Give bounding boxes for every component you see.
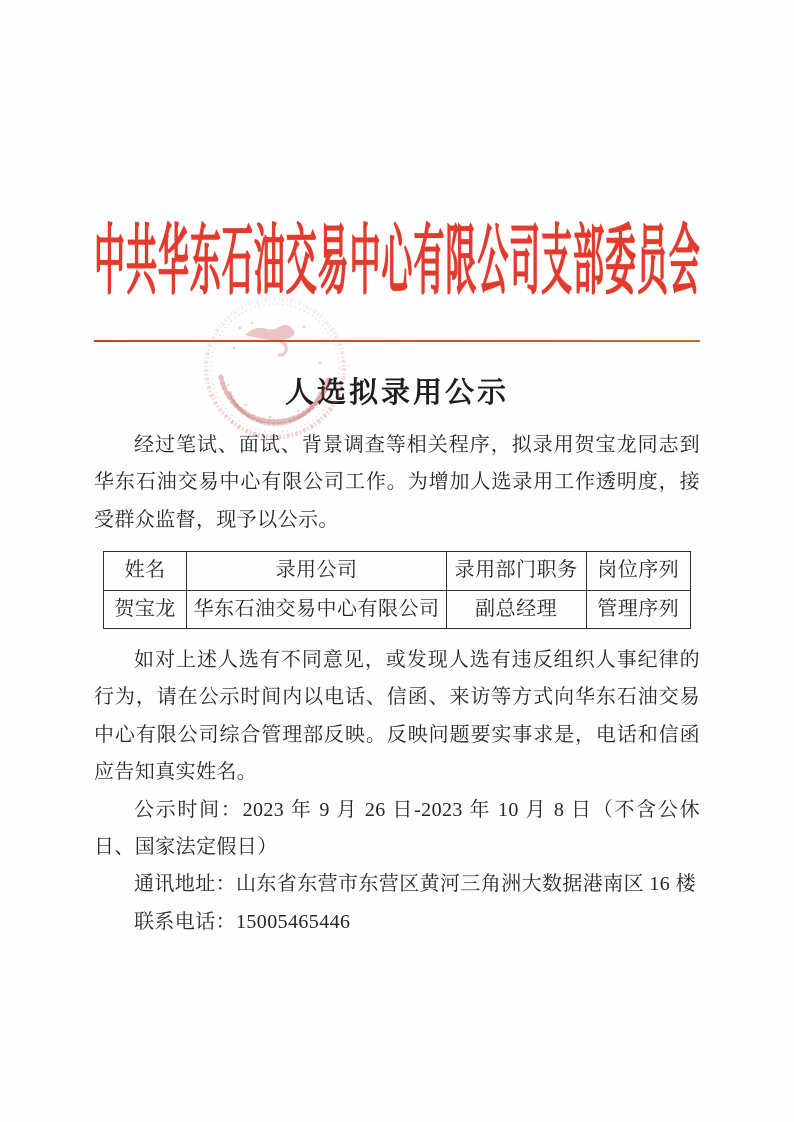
header-cell-company: 录用公司 [187,552,446,590]
letterhead-text: 中共华东石油交易中心有限公司支部委员会 [93,220,701,305]
paragraph-phone: 联系电话：15005465446 [134,910,351,933]
candidate-table [103,551,691,629]
official-seal-stamp-icon [200,293,350,443]
table-header-row [104,552,691,590]
document-title: 人选拟录用公示 [284,377,509,409]
header-cell-name: 姓名 [104,552,187,590]
header-cell-dept: 录用部门职务 [446,552,586,590]
letterhead-divider-line [94,340,700,342]
paragraph-objection: 如对上述人选有不同意见，或发现人选有违反组织人事纪律的行为，请在公示时间内以电话、信函、来访等方式向华东石油交易中心有限公司综合管理部反映。反映问题要实事求是，电话和信函应告知真实姓名。 [94,649,700,784]
paragraph-notice-period: 公示时间：2023 年 9 月 26 日-2023 年 10 月 8 日（不含公休日、国家法定假日） [94,798,700,859]
paragraph-address: 通讯地址：山东省东营市东营区黄河三角洲大数据港南区 16 楼 [134,873,696,896]
table-row [104,590,691,628]
cell-name: 贺宝龙 [104,590,187,628]
paragraph-intro: 经过笔试、面试、背景调查等相关程序，拟录用贺宝龙同志到华东石油交易中心有限公司工作。为增加人选录用工作透明度，接受群众监督，现予以公示。 [94,434,700,531]
cell-company: 华东石油交易中心有限公司 [187,590,446,628]
header-cell-series: 岗位序列 [586,552,691,590]
cell-series: 管理序列 [586,590,691,628]
cell-dept: 副总经理 [446,590,586,628]
document-body [94,427,700,941]
letterhead-banner [93,210,701,305]
